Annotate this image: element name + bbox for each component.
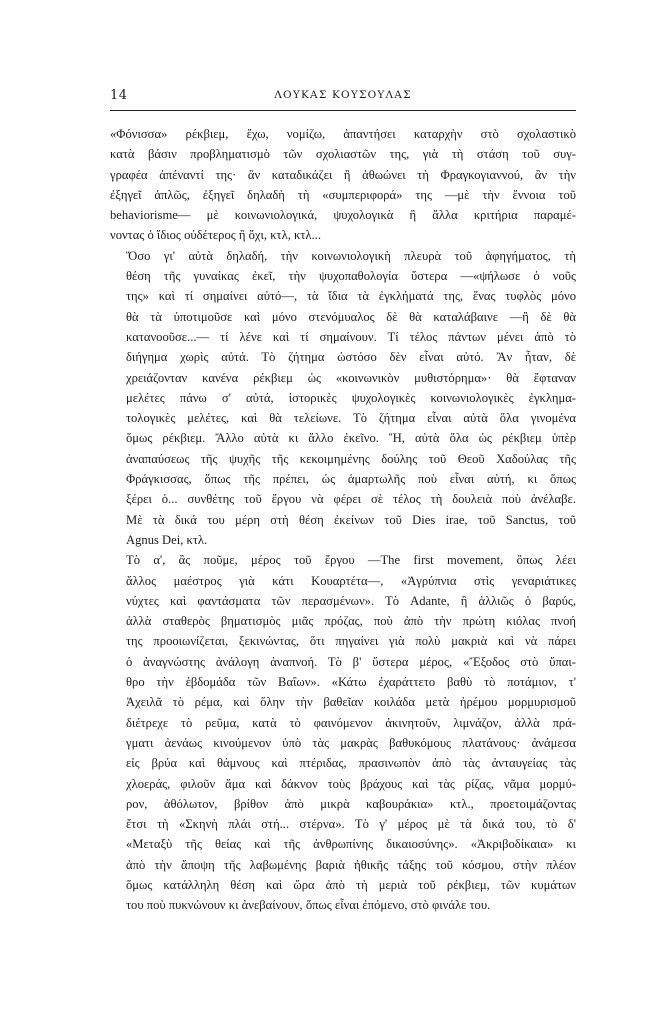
running-header <box>110 86 576 111</box>
text-line: ὅμως ρέκβιεμ. Ἄλλο αὐτὰ κι ἄλλο ἐκεῖνο. Ἤ, αὐτὰ ὅλα ὡς ρέκβιεμ ὑπὲρ <box>126 431 576 446</box>
text-line: θέση τῆς γυναίκας ἐκεῖ, τὴν ψυχοπαθολογία ὕστερα —«ψήλωσε ὁ νοῦς <box>126 269 576 284</box>
paragraph <box>110 550 576 915</box>
text-line: τολογικὲς μελέτες, καὶ θὰ τελείωνε. Τὸ ζήτημα εἶναι αὐτὰ ὅλα γινομένα <box>126 411 576 426</box>
text-line: διέτρεχε τὸ ρεῦμα, κατὰ τὸ φαινόμενον ἀκινητοῦν, λιμνάζον, ἀλλὰ πρά- <box>126 715 576 730</box>
text-line: ρον, ἀθόλωτον, βρίθον ἀπὸ μικρὰ καβουράκια» κτλ., προετοιμάζοντας <box>126 796 576 811</box>
text-line: της προοιωνίζεται, ξεκινώντας, ὅτι πηγαίνει γιὰ πολὺ μακριὰ καὶ νὰ πάρει <box>126 634 576 649</box>
text-line: χλοεράς, φιλοῦν ἅμα καὶ δάκνον τοὺς βράχους καὶ τὰς ρίζας, νᾶμα μορμύ- <box>126 776 576 791</box>
text-line: γματι ἀενάως κινούμενον ὑπὸ τὰς μακρὰς βαθυκόμους πλατάνους· ἀνάμεσα <box>126 735 576 750</box>
text-line: ξέρει ὁ... συνθέτης τοῦ ἔργου νὰ φέρει σὲ τέλος τὴ δουλειὰ ποὺ ἀνέλαβε. <box>126 492 576 507</box>
text-line: ἄλλος μαέστρος γιὰ κάτι Κουαρτέτα—, «Ἀγρύπνια στὶς γεναριάτικες <box>126 573 576 588</box>
text-line: ἀπὸ τὴν ἄποψη τῆς λαβωμένης βαριὰ ἠθικῆς τάξης τοῦ κόσμου, στὴν πλέον <box>126 857 576 872</box>
text-line: ἔτσι τὴ «Σκηνὴ πλάι στή... στέρνα». Τὸ γ' μέρος μὲ τὰ δικά του, τὸ δ' <box>126 817 576 832</box>
paragraph <box>110 124 576 246</box>
text-line: Ὅσο γι' αὐτὰ δηλαδή, τὴν κοινωνιολογικὴ πλευρὰ τοῦ ἀφηγήματος, τὴ <box>126 248 576 263</box>
text-line: ὅμως κατάλληλη θέση καὶ ὥρα ἀπὸ τὴ μεριὰ τοῦ ρέκβιεμ, τῶν κυμάτων <box>126 877 576 892</box>
text-line: νύχτες καὶ φαντάσματα τῶν περασμένων». Τὸ Adante, ἢ ἀλλιῶς ὁ βαρύς, <box>126 593 576 608</box>
body-text <box>110 124 576 916</box>
text-line: ἀναπαύσεως τῆς ψυχῆς τῆς κεκοιμημένης δούλης τοῦ Θεοῦ Χαδούλας τῆς <box>126 451 576 466</box>
text-line: ὁ ἀναγνώστης ἀνάλογη ἀναπνοή. Τὸ β' ὕστερα μέρος, «Ἔξοδος στὸ ὕπαι- <box>126 654 576 669</box>
page-number: 14 <box>110 88 128 103</box>
text-line: Ἀχειλᾶ τὸ ρέμα, καὶ ὅλην τὴν βαθεῖαν κοιλάδα μετὰ ἠρέμου μορμυρισμοῦ <box>126 695 576 710</box>
text-line: εἰς βρύα καὶ θάμνους καὶ πτέριδας, πρασινωπὸν ἀπὸ τὰς ἀνταυγείας τὰς <box>126 756 576 771</box>
text-line: «Μεταξὺ τῆς θείας καὶ τῆς ἀνθρωπίνης δικαιοσύνης». «Ἀκριβοδίκαια» κι <box>126 837 576 852</box>
text-line: της» καὶ τί σημαίνει αὐτό—, τὰ ἴδια τὰ ἐγκλήματά της, ἕνας τυφλὸς μόνο <box>126 289 576 304</box>
text-line: Τὸ α', ἂς ποῦμε, μέρος τοῦ ἔργου —The first movement, ὅπως λέει <box>126 553 576 568</box>
text-line: διήγημα χωρὶς αὐτά. Τὸ ζήτημα ὡστόσο δὲν εἶναι αὐτό. Ἂν ἦταν, δὲ <box>126 350 576 365</box>
paragraph <box>110 246 576 550</box>
text-line: Φράγκισσας, ὅπως τῆς πρέπει, ὡς ἁμαρτωλῆς ποὺ εἶναι αὐτή, κι ὅπως <box>126 472 576 487</box>
text-line: κατανοοῦσε...— τί λένε καὶ τί σημαίνουν. Τί τέλος πάντων μένει ἀπὸ τὸ <box>126 329 576 344</box>
text-line: ἀλλὰ σταθερὸς βηματισμὸς μιᾶς πρόζας, ποὺ ἀπὸ τὴν πρώτη κιόλας πνοή <box>126 614 576 629</box>
text-line: μελέτες πάνω σ' αὐτά, ἱστορικὲς ψυχολογικὲς κοινωνιολογικὲς ἐγκλημα- <box>126 390 576 405</box>
text-line: κατὰ βάσιν προβληματισμὸ τῶν σχολιαστῶν της, γιὰ τὴ στάση τοῦ συγ- <box>110 147 576 162</box>
text-line: θὰ τὰ ὑποτιμοῦσε καὶ μόνο στενόμυαλος δὲ θὰ καταλάβαινε —ἢ δὲ θὰ <box>126 309 576 324</box>
text-line: ἐξηγεῖ ἁπλῶς, ἐξηγεῖ δηλαδὴ τὴ «συμπεριφορά» της —μὲ τὴν ἔννοια τοῦ <box>110 187 576 202</box>
text-line: «Φόνισσα» ρέκβιεμ, ἔχω, νομίζω, ἀπαντήσει καταρχὴν στὸ σχολαστικὸ <box>110 127 576 141</box>
text-line: νοντας ὁ ἴδιος οὐδέτερος ἢ ὄχι, κτλ, κτλ... <box>110 228 321 243</box>
text-line: Μὲ τὰ δικά του μέρη στὴ θέση ἐκείνων τοῦ Dies irae, τοῦ Sanctus, τοῦ <box>126 512 576 527</box>
text-line: behaviorisme— μὲ κοινωνιολογικά, ψυχολογικὰ ἢ ἄλλα κριτήρια παραμέ- <box>110 208 576 223</box>
text-line: γραφέα ἀπέναντί της· ἂν καταδικάζει ἢ ἀθωώνει τὴ Φραγκογιαννού, ἂν τὴν <box>110 167 576 182</box>
text-line: χρειάζονταν κανένα ρέκβιεμ ὡς «κοινωνικὸν μυθιστόρημα»· θὰ ἔφταναν <box>126 370 576 385</box>
text-line: του ποὺ πυκνώνουν κι ἀνεβαίνουν, ὅπως εἶναι ἐπόμενο, στὸ φινάλε του. <box>126 898 491 913</box>
text-line: θρο τὴν ἑβδομάδα τῶν Βαΐων». «Κάτω ἐχαράττετο βαθὺ τὸ ποτάμιον, τ' <box>126 675 576 690</box>
running-title: ΛΟΥΚΑΣ ΚΟΥΣΟΥΛΑΣ <box>274 89 412 101</box>
text-line: Agnus Dei, κτλ. <box>126 532 208 547</box>
